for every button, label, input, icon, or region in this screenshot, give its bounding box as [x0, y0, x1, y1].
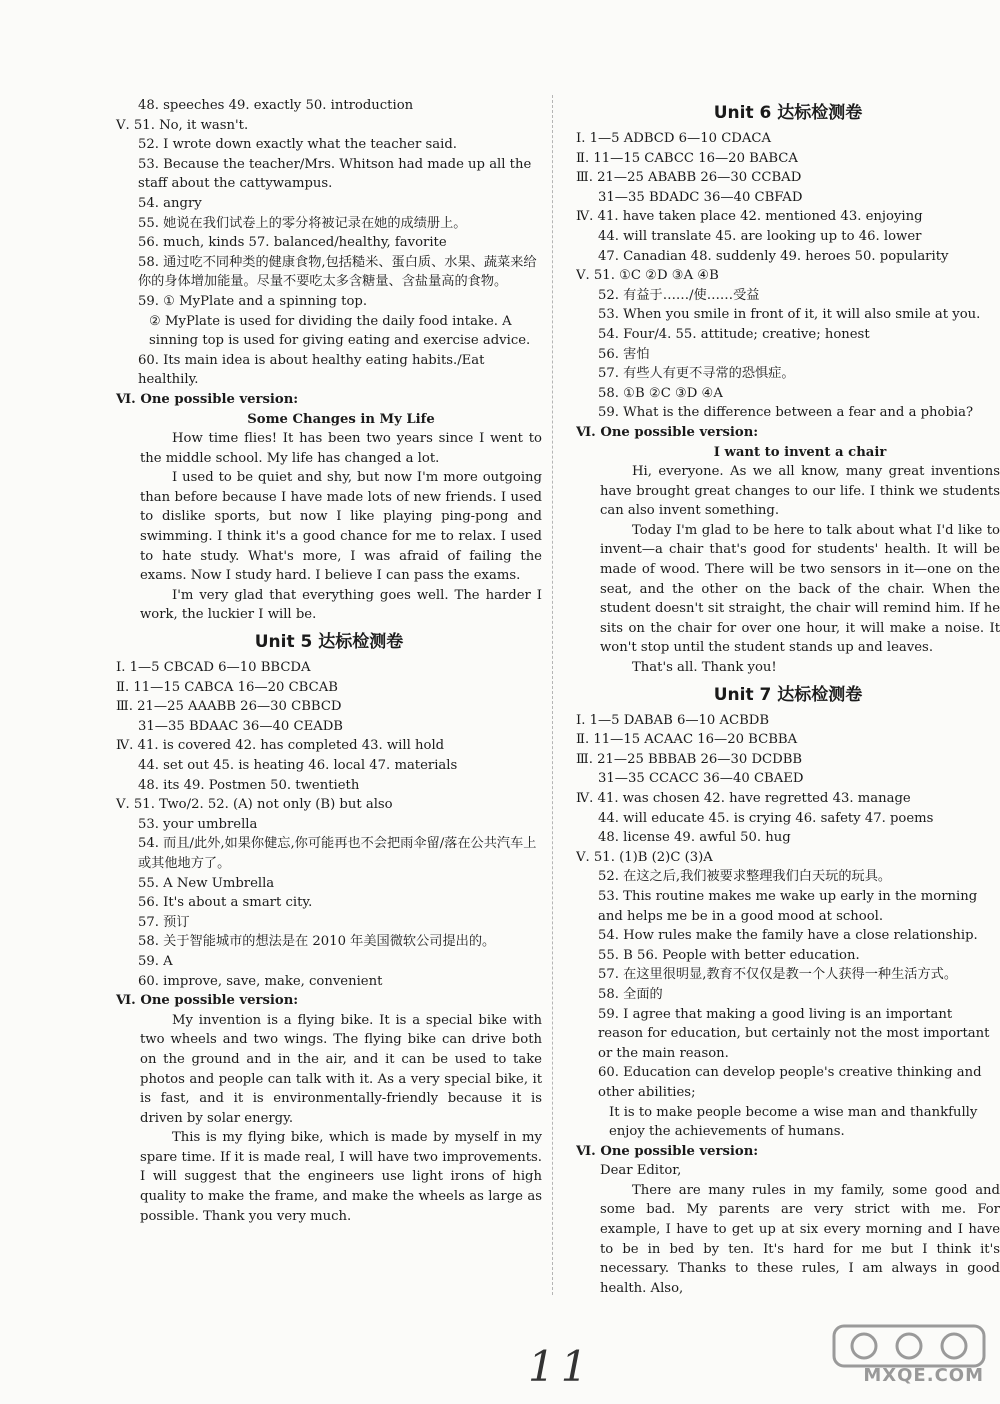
- answer-line: Ⅱ. 11—15 ACAAC 16—20 BCBBA: [576, 732, 798, 748]
- composition-paragraph: 53. Because the teacher/Mrs. Whitson had made up all the staff about the cattywampus.: [138, 156, 532, 192]
- answer-line: Ⅳ. 41. have taken place 42. mentioned 43. enjoying: [576, 209, 923, 225]
- answer-line: 52. I wrote down exactly what the teacher said.: [138, 137, 457, 153]
- answer-line: 55. B 56. People with better education.: [598, 947, 860, 963]
- answer-line: 52. 在这之后,我们被要求整理我们白天玩的玩具。: [598, 869, 892, 885]
- composition-paragraph: 60. Education can develop people's creative thinking and other abilities;: [598, 1065, 982, 1100]
- composition-paragraph: 60. Its main idea is about healthy eating habits./Eat healthily.: [138, 352, 485, 388]
- answer-line: 59. ① MyPlate and a spinning top.: [138, 293, 368, 309]
- answer-line: Ⅰ. 1—5 ADBCD 6—10 CDACA: [576, 131, 771, 146]
- answer-line: Ⅳ. 41. was chosen 42. have regretted 43. manage: [576, 791, 911, 806]
- composition-paragraph: There are many rules in my family, some good and some bad. My parents are very strict with me. For example, I have to get up at six every morning and I have to be in bed by ten. It's hard for me but I think it's necessary. Thanks to these rules, I am always in good health. Also,: [600, 1182, 1000, 1296]
- section-heading: Unit 5 达标检测卷: [254, 632, 404, 653]
- answer-line: 52. 有益于……/使……受益: [598, 287, 760, 303]
- answer-line: 60. improve, save, make, convenient: [138, 973, 383, 989]
- left-column: [116, 96, 542, 1226]
- answer-line: 53. When you smile in front of it, it will also smile at you.: [598, 307, 981, 323]
- answer-line: 31—35 BDAAC 36—40 CEADB: [138, 718, 343, 734]
- answer-line: 44. will translate 45. are looking up to 46. lower: [598, 228, 922, 244]
- answer-line: 57. 有些人有更不寻常的恐惧症。: [598, 366, 795, 382]
- composition-paragraph: I used to be quiet and shy, but now I'm more outgoing than before because I have made lots of new friends. I used to dislike sports, but now I like playing ping-pong and swimming. I think it's a good chance for me to relax. I used to hate study. What's more, I was afraid of failing the exams. Now I study hard. I believe I can pass the exams.: [140, 470, 542, 584]
- composition-paragraph: 58. 关于智能城市的想法是在 2010 年美国微软公司提出的。: [138, 934, 496, 950]
- right-column: [576, 96, 1000, 1298]
- composition-title: I want to invent a chair: [713, 444, 887, 460]
- answer-line: 48. its 49. Postmen 50. twentieth: [138, 777, 360, 793]
- answer-line: Ⅲ. 21—25 AAABB 26—30 CBBCD: [116, 699, 342, 715]
- answer-line: 56. It's about a smart city.: [138, 895, 313, 911]
- composition-paragraph: Hi, everyone. As we all know, many great inventions have brought great changes to our life. I think we students can also invent something.: [600, 464, 1000, 519]
- answer-line: Ⅲ. 21—25 ABABB 26—30 CCBAD: [576, 170, 802, 186]
- answer-line: 54. Four/4. 55. attitude; creative; honest: [598, 326, 870, 342]
- handwritten-page-number: 11: [528, 1342, 594, 1391]
- watermark-logo: [824, 1320, 994, 1396]
- answer-line: 54. How rules make the family have a close relationship.: [598, 928, 978, 944]
- answer-line: Ⅰ. 1—5 DABAB 6—10 ACBDB: [576, 712, 770, 728]
- answer-line: Ⅳ. 41. is covered 42. has completed 43. will hold: [116, 738, 445, 754]
- answer-line: Ⅴ. 51. (1)B (2)C (3)A: [576, 849, 713, 865]
- answer-line: Ⅲ. 21—25 BBBAB 26—30 DCDBB: [576, 751, 803, 767]
- answer-line: 31—35 CCACC 36—40 CBAED: [598, 771, 804, 787]
- part-heading: Ⅵ. One possible version:: [116, 993, 299, 1009]
- answer-line: Ⅰ. 1—5 CBCAD 6—10 BBCDA: [116, 660, 311, 676]
- composition-paragraph: It is to make people become a wise man and thankfully enjoy the achievements of humans.: [609, 1104, 978, 1140]
- composition-paragraph: This is my flying bike, which is made by myself in my spare time. If it is made real, I will have two improvements. I will suggest that the engineers use light irons of high quality to make the frame, and make the wheels as large as possible. Thank you very much.: [140, 1130, 542, 1224]
- answer-line: 44. will educate 45. is crying 46. safety 47. poems: [598, 810, 934, 826]
- answer-line: Ⅴ. 51. Two/2. 52. (A) not only (B) but also: [116, 797, 393, 813]
- watermark-text: MXQE.COM: [863, 1365, 984, 1386]
- composition-paragraph: 53. This routine makes me wake up early in the morning and helps me be in a good mood at school.: [598, 888, 978, 924]
- composition-paragraph: 55. 她说在我们试卷上的零分将被记录在她的成绩册上。: [138, 215, 467, 231]
- answer-line: 54. angry: [138, 195, 202, 211]
- section-heading: Unit 7 达标检测卷: [713, 684, 863, 705]
- column-divider: [552, 95, 553, 1295]
- answer-line: 56. 害怕: [598, 346, 650, 362]
- answer-line: Ⅴ. 51. ①C ②D ③A ④B: [576, 268, 719, 284]
- composition-paragraph: How time flies! It has been two years since I went to the middle school. My life has changed a lot.: [140, 431, 542, 466]
- part-heading: Ⅵ. One possible version:: [576, 1143, 759, 1159]
- answer-line: 58. ①B ②C ③D ④A: [598, 385, 723, 401]
- composition-paragraph: 54. 而且/此外,如果你健忘,你可能再也不会把雨伞留/落在公共汽车上或其他地方了。: [138, 836, 537, 871]
- answer-line: 31—35 BDADC 36—40 CBFAD: [598, 189, 803, 205]
- answer-line: 57. 预订: [138, 914, 190, 930]
- composition-paragraph: 58. 通过吃不同种类的健康食物,包括糙米、蛋白质、水果、蔬菜来给你的身体增加能量。尽量不要吃太多含糖量、含盐量高的食物。: [138, 254, 537, 290]
- answer-line: 53. your umbrella: [138, 816, 258, 832]
- part-heading: Ⅵ. One possible version:: [116, 391, 299, 407]
- composition-paragraph: ② MyPlate is used for dividing the daily food intake. A sinning top is used for giving eating and exercise advice.: [149, 313, 531, 349]
- composition-paragraph: Today I'm glad to be here to talk about what I'd like to invent—a chair that's good for students' health. It will be made of wood. There will be two sensors in it—one on the seat, and the other on the back of the chair. When the student doesn't sit straight, the chair will remind him. If he sits on the chair for over one hour, it will make a noise. It won't stop until the student stands up and leaves.: [600, 522, 1000, 656]
- part-heading: Ⅵ. One possible version:: [576, 424, 759, 440]
- composition-paragraph: My invention is a flying bike. It is a special bike with two wheels and two wings. The flying bike can drive both on the ground and in the air, and it can be used to take photos and people can talk with it. As a very special bike, it is fast, and it is environmentally-friendly because it is driven by solar energy.: [140, 1012, 542, 1126]
- answer-line: Dear Editor,: [600, 1163, 682, 1179]
- composition-paragraph: 57. 在这里很明显,教育不仅仅是教一个人获得一种生活方式。: [598, 967, 958, 983]
- composition-title: Some Changes in My Life: [247, 411, 435, 427]
- answer-line: 58. 全面的: [598, 986, 663, 1002]
- answer-line: 56. much, kinds 57. balanced/healthy, favorite: [138, 235, 447, 251]
- answer-line: Ⅱ. 11—15 CABCA 16—20 CBCAB: [116, 679, 338, 695]
- composition-paragraph: 59. I agree that making a good living is an important reason for education, but certainly not the most important or the main reason.: [598, 1006, 990, 1061]
- answer-line: 59. What is the difference between a fear and a phobia?: [598, 405, 974, 421]
- answer-line: 55. A New Umbrella: [138, 875, 275, 891]
- answer-line: 48. license 49. awful 50. hug: [598, 830, 791, 846]
- answer-line: 48. speeches 49. exactly 50. introduction: [138, 98, 414, 113]
- answer-line: 47. Canadian 48. suddenly 49. heroes 50. popularity: [598, 248, 949, 264]
- composition-paragraph: I'm very glad that everything goes well. The harder I work, the luckier I will be.: [140, 587, 542, 623]
- answer-line: Ⅴ. 51. No, it wasn't.: [116, 117, 249, 133]
- answer-line: Ⅱ. 11—15 CABCC 16—20 BABCA: [576, 150, 798, 166]
- answer-line: 44. set out 45. is heating 46. local 47. materials: [138, 758, 458, 773]
- answer-line: 59. A: [138, 953, 173, 969]
- section-heading: Unit 6 达标检测卷: [713, 103, 863, 123]
- composition-paragraph: That's all. Thank you!: [632, 660, 777, 676]
